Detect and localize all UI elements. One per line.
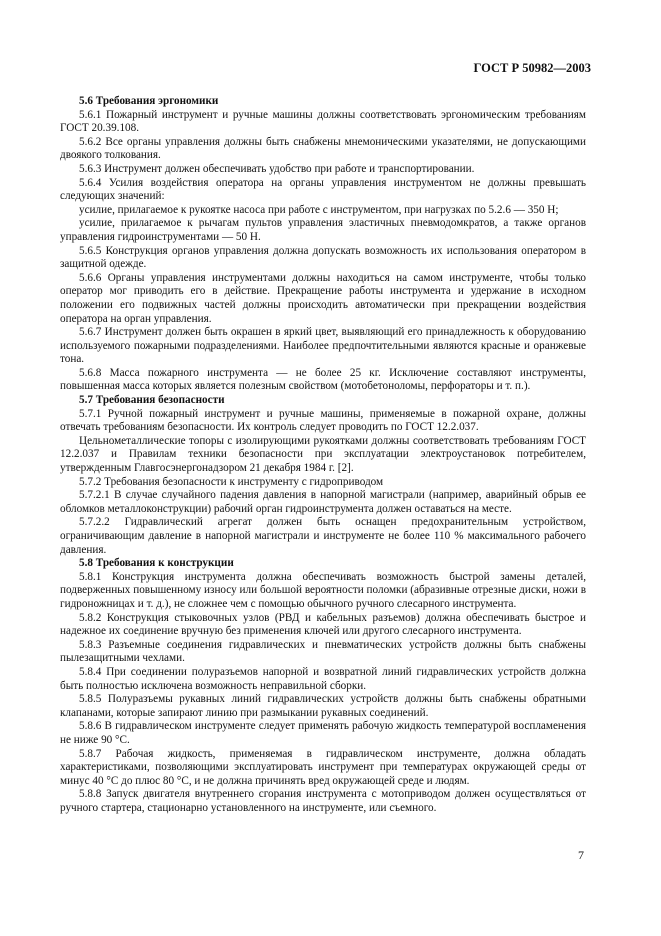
paragraph: 5.7.2.2 Гидравлический агрегат должен быть оснащен предохранительным устройством, ограничивающим давление в напорной магистрали и инструменте не более 110 % максимального рабочего давления.: [60, 516, 586, 556]
paragraph: 5.8.1 Конструкция инструмента должна обеспечивать возможность быстрой замены деталей, подверженных повышенному износу или большой вероятности поломки (абразивные отрезные диски, ножи в гидроножницах и т. д.), не сложнее чем с помощью обычного ручного слесарного инструмента.: [60, 570, 586, 610]
paragraph: 5.8.6 В гидравлическом инструменте следует применять рабочую жидкость температурой воспламенения не ниже 90 °С.: [60, 720, 586, 746]
section-heading-5-8: 5.8 Требования к конструкции: [79, 557, 234, 570]
paragraph: 5.6.8 Масса пожарного инструмента — не более 25 кг. Исключение составляют инструменты, повышенная масса которых является полезным свойством (мотобетоноломы, перфораторы и т. п.).: [60, 366, 586, 393]
page-number: 7: [578, 848, 584, 862]
document-code: ГОСТ Р 50982—2003: [473, 61, 591, 75]
paragraph: 5.8.5 Полуразъемы рукавных линий гидравлических устройств должны быть снабжены обратными клапанами, которые запирают линию при размыкании рукавных соединений.: [60, 693, 586, 719]
paragraph: 5.6.3 Инструмент должен обеспечивать удобство при работе и транспортировании.: [79, 162, 475, 175]
page-body: [60, 95, 586, 815]
paragraph: 5.6.1 Пожарный инструмент и ручные машины должны соответствовать эргономическим требованиям ГОСТ 20.39.108.: [60, 108, 586, 135]
paragraph: усилие, прилагаемое к рычагам пультов управления эластичных пневмодомкратов, а также органов управления гидроинструментами — 50 Н.: [60, 217, 586, 243]
paragraph: 5.7.2.1 В случае случайного падения давления в напорной магистрали (например, аварийный обрыв ее обломков металлоконструкции) рабочий орган гидроинструмента должен оставаться на месте.: [60, 489, 586, 515]
section-heading-5-7: 5.7 Требования безопасности: [79, 394, 225, 407]
paragraph: 5.6.6 Органы управления инструментами должны находиться на самом инструменте, чтобы только оператор мог приводить его в действие. Прекращение работы инструмента и удержание в исходном положении его подвижных частей должны происходить автоматически при прекращении воздействия оператора на орган управления.: [60, 271, 586, 325]
paragraph: 5.8.2 Конструкция стыковочных узлов (РВД и кабельных разъемов) должна обеспечивать быстрое и надежное их соединение вручную без применения ключей или другого слесарного инструмента.: [60, 611, 586, 638]
paragraph: 5.7.1 Ручной пожарный инструмент и ручные машины, применяемые в пожарной охране, должны отвечать требованиям безопасности. Их контроль следует проводить по ГОСТ 12.2.037.: [60, 407, 586, 434]
paragraph: 5.6.2 Все органы управления должны быть снабжены мнемоническими указателями, не допускающими двоякого толкования.: [60, 135, 586, 162]
paragraph: 5.7.2 Требования безопасности к инструменту с гидроприводом: [79, 475, 384, 488]
paragraph: Цельнометаллические топоры с изолирующими рукоятками должны соответствовать требованиям ГОСТ 12.2.037 и Правилам техники безопасности при эксплуатации электроустановок потребителем, утвержденным Главгосэнергонадзором 21 декабря 1984 г. [2].: [60, 434, 586, 475]
section-heading-5-6: 5.6 Требования эргономики: [79, 95, 219, 107]
paragraph: 5.8.8 Запуск двигателя внутреннего сгорания инструмента с мотоприводом должен осуществляться от ручного стартера, стационарно установленного на инструменте, или съемного.: [60, 788, 586, 814]
paragraph: 5.8.7 Рабочая жидкость, применяемая в гидравлическом инструменте, должна обладать характеристиками, позволяющими эксплуатировать инструмент при температурах окружающей среды от минус 40 °С до плюс 80 °С, и не должна причинять вред окружающей среде и людям.: [60, 747, 586, 787]
paragraph: 5.6.5 Конструкция органов управления должна допускать возможность их использования оператором в защитной одежде.: [60, 244, 586, 271]
paragraph: 5.8.3 Разъемные соединения гидравлических и пневматических устройств должны быть снабжены пылезащитными чехлами.: [60, 638, 586, 665]
paragraph: усилие, прилагаемое к рукоятке насоса при работе с инструментом, при нагрузках по 5.2.6 — 350 Н;: [79, 203, 559, 216]
paragraph: 5.8.4 При соединении полуразъемов напорной и возвратной линий гидравлических устройств должна быть полностью исключена возможность неправильной сборки.: [60, 665, 586, 692]
paragraph: 5.6.4 Усилия воздействия оператора на органы управления инструментом не должны превышать следующих значений:: [60, 176, 586, 203]
paragraph: 5.6.7 Инструмент должен быть окрашен в яркий цвет, выявляющий его принадлежность к оборудованию используемого пожарными подразделениями. Наиболее предпочтительными являются красные и оранжевые тона.: [60, 326, 586, 366]
